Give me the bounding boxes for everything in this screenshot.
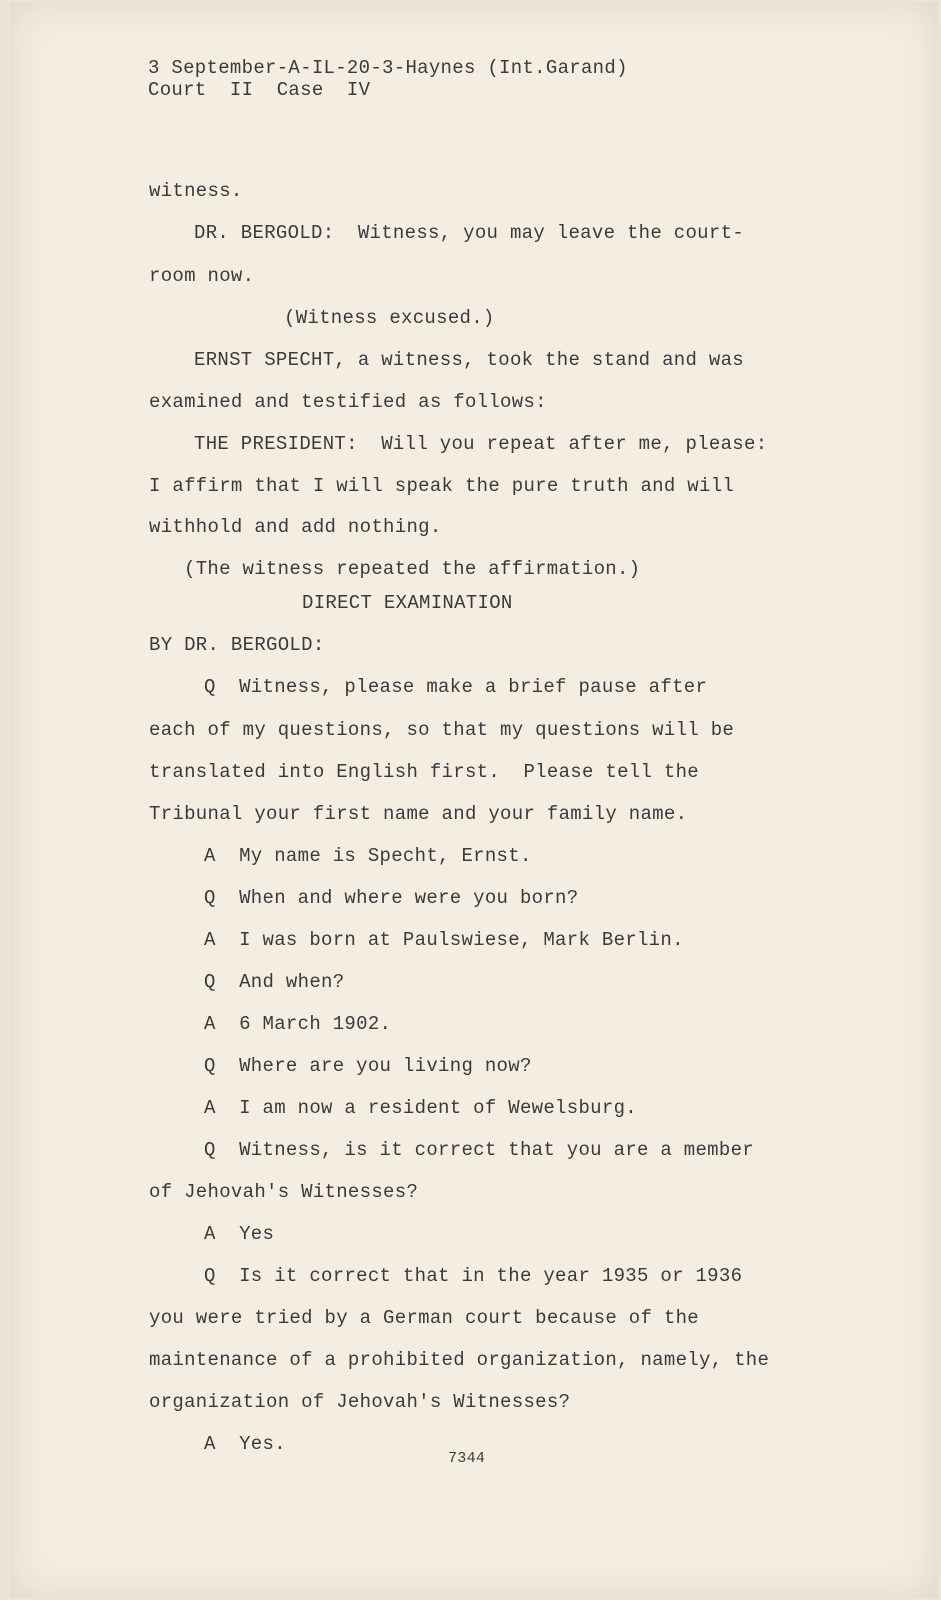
text-line: ERNST SPECHT, a witness, took the stand and was xyxy=(194,349,744,371)
text-line: of Jehovah's Witnesses? xyxy=(149,1181,419,1203)
text-line: A My name is Specht, Ernst. xyxy=(204,845,532,867)
text-line: Q When and where were you born? xyxy=(204,887,579,909)
text-line: A I was born at Paulswiese, Mark Berlin. xyxy=(204,929,684,951)
text-line: withhold and add nothing. xyxy=(149,516,442,538)
examiner-label: BY DR. BERGOLD: xyxy=(149,634,325,656)
text-line: examined and testified as follows: xyxy=(149,391,547,413)
text-line: room now. xyxy=(149,265,255,287)
text-line: A 6 March 1902. xyxy=(204,1013,392,1035)
text-line: organization of Jehovah's Witnesses? xyxy=(149,1391,571,1413)
text-line: A Yes. xyxy=(204,1433,286,1455)
text-line: A I am now a resident of Wewelsburg. xyxy=(204,1097,637,1119)
text-line: witness. xyxy=(149,180,243,202)
section-heading: DIRECT EXAMINATION xyxy=(302,592,513,614)
text-line: THE PRESIDENT: Will you repeat after me, please: xyxy=(194,433,768,455)
text-line: Q Where are you living now? xyxy=(204,1055,532,1077)
text-line: translated into English first. Please tell the xyxy=(149,761,699,783)
text-line: Tribunal your first name and your family name. xyxy=(149,803,688,825)
text-line: (Witness excused.) xyxy=(284,307,495,329)
text-line: maintenance of a prohibited organization, namely, the xyxy=(149,1349,770,1371)
text-line: you were tried by a German court because of the xyxy=(149,1307,699,1329)
header-line-2: Court II Case IV xyxy=(148,79,371,101)
text-line: I affirm that I will speak the pure truth and will xyxy=(149,475,735,497)
text-line: each of my questions, so that my questions will be xyxy=(149,719,735,741)
text-line: Q And when? xyxy=(204,971,345,993)
text-line: Q Is it correct that in the year 1935 or 1936 xyxy=(204,1265,743,1287)
text-line: (The witness repeated the affirmation.) xyxy=(184,558,641,580)
page-number: 7344 xyxy=(448,1450,486,1467)
text-line: Q Witness, please make a brief pause after xyxy=(204,676,708,698)
text-line: DR. BERGOLD: Witness, you may leave the court- xyxy=(194,222,744,244)
text-line: Q Witness, is it correct that you are a member xyxy=(204,1139,754,1161)
text-line: A Yes xyxy=(204,1223,275,1245)
header-line-1: 3 September-A-IL-20-3-Haynes (Int.Garand) xyxy=(148,57,628,79)
